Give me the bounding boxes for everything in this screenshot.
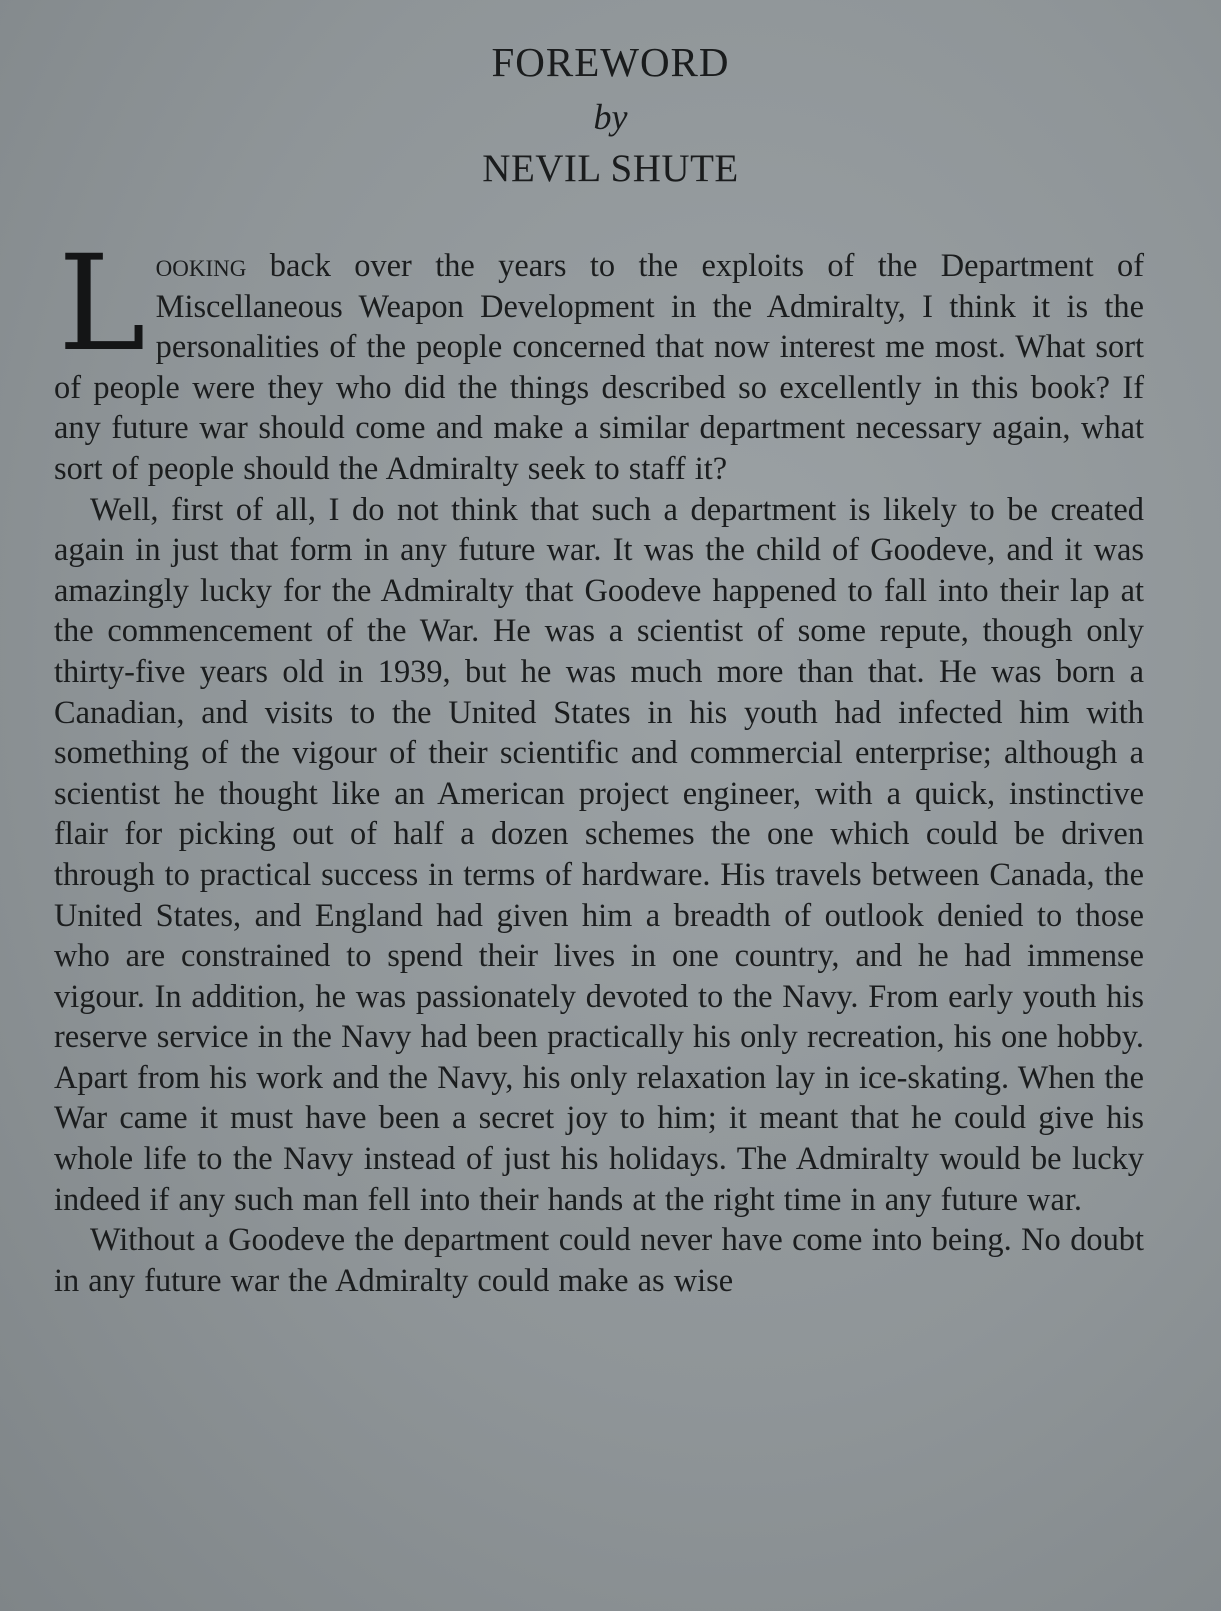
- paragraph-1-text: back over the years to the exploits of the Department of Miscellaneous Weapon Development in the Admiralty, I think it is the personalities of the people concerned that now interest me most. What sort of people were they who did the things described so excellently in this book? If any future war should come and make a similar department necessary again, what sort of people should the Admiralty seek to staff it?: [54, 248, 1144, 487]
- byline-by: by: [593, 97, 628, 137]
- paragraph-1: [54, 227, 1144, 490]
- paragraph-3: Without a Goodeve the department could never have come into being. No doubt in any future war the Admiralty could make as wise: [54, 1222, 1144, 1299]
- paragraph-1-lead: ooking: [155, 248, 247, 284]
- author-name: NEVIL SHUTE: [482, 147, 739, 190]
- foreword-title: FOREWORD: [491, 39, 730, 85]
- drop-cap: L: [58, 227, 146, 381]
- paragraph-2: Well, first of all, I do not think that such a department is likely to be created again in just that form in any future war. It was the child of Goodeve, and it was amazingly lucky for the Admiralty that Goodeve happened to fall into their lap at the commencement of the War. He was a scientist of some repute, though only thirty-five years old in 1939, but he was much more than that. He was born a Canadian, and visits to the United States in his youth had infected him with something of the vigour of their scientific and commercial enterprise; although a scientist he thought like an American project engineer, with a quick, instinctive flair for picking out of half a dozen schemes the one which could be driven through to practical success in terms of hardware. His travels between Canada, the United States, and England had given him a breadth of outlook denied to those who are constrained to spend their lives in one country, and he had immense vigour. In addition, he was passionately devoted to the Navy. From early youth his reserve service in the Navy had been practically his only recreation, his one hobby. Apart from his work and the Navy, his only relaxation lay in ice-skating. When the War came it must have been a secret joy to him; it meant that he could give his whole life to the Navy instead of just his holidays. The Admiralty would be lucky indeed if any such man fell into their hands at the right time in any future war.: [54, 491, 1144, 1218]
- foreword-body: [54, 227, 1144, 1301]
